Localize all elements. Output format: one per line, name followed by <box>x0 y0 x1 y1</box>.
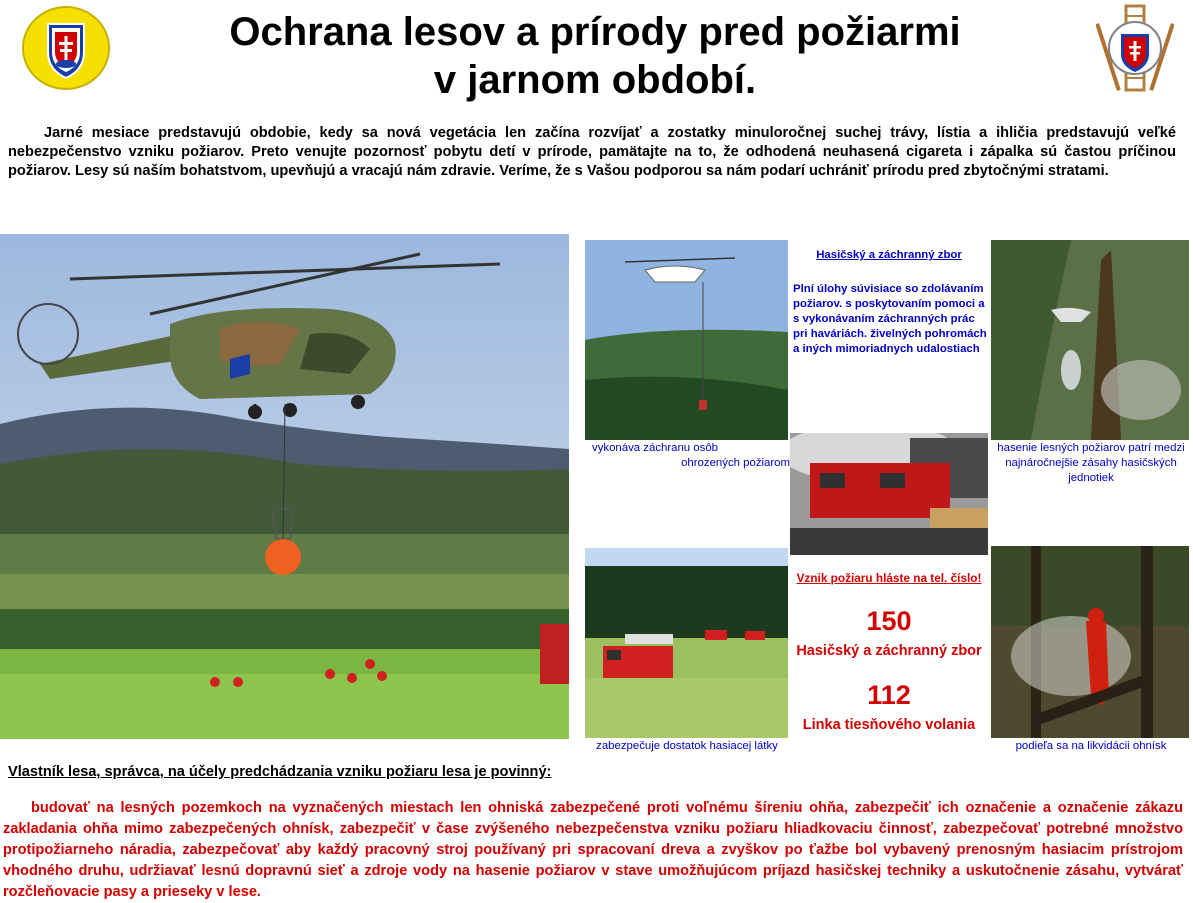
fire-trucks-at-fire-photo <box>790 433 988 555</box>
firefighter-extinguishing-photo <box>991 546 1189 738</box>
owner-duties-text: budovať na lesných pozemkoch na vyznačených miestach len ohniská zabezpečené proti voľnému šíreniu ohňa, zabezpečiť ich označenie a označenie zákazu zakladania ohňa mimo zabezpečených ohnísk, zabezpečiť v čase zvýšeného nebezpečenstva vzniku požiaru hliadkovaciu činnosť, zabezpečovať potrebné množstvo protipožiarneho náradia, zabezpečovať aby každý pracovný stroj používaný pri spracovaní dreva a zvyškov po ťažbe bol vybavený prenosným hasiacim prístrojom vhodného druhu, udržiavať lesnú dopravnú sieť a zdroje vody na hasenie požiarov v stave umožňujúcom príjazd hasičskej techniky a uskutočnenie zásahu, vytvárať rozčleňovacie pasy a prieseky v lese. <box>3 800 1183 900</box>
rescue-caption-line-2: ohrozených požiarom <box>681 457 790 469</box>
emergency-number-label: Linka tiesňového volania <box>802 717 976 733</box>
firefighter-caption: podieľa sa na likvidácii ohnísk <box>1015 740 1167 752</box>
emergency-number: 112 <box>867 680 911 710</box>
rescue-helicopter-photo <box>585 240 788 440</box>
rescue-caption-line-1: vykonáva záchranu osôb <box>592 442 719 454</box>
forest-fire-caption: hasenie lesných požiarov patrí medzi najnáročnejšie zásahy hasičských jednotiek <box>997 442 1185 484</box>
fire-rescue-association-logo <box>20 4 112 92</box>
fire-corps-number: 150 <box>866 606 912 636</box>
report-fire-heading: Vznik požiaru hláste na tel. číslo! <box>796 571 982 585</box>
water-supply-trucks-photo <box>585 548 788 738</box>
fire-corps-description: Plní úlohy súvisiace so zdolávaním požiarov. s poskytovaním pomoci a s vykonávaním záchranných prác pri haváriách. živelných pohromách a iných mimoriadnych udalostiach <box>793 283 987 355</box>
forest-fire-helicopter-photo <box>991 240 1189 440</box>
title-line-2: v jarnom období. <box>433 58 757 102</box>
title-line-1: Ochrana lesov a prírody pred požiarmi <box>229 10 961 54</box>
owner-duties-heading: Vlastník lesa, správca, na účely predchádzania vzniku požiaru lesa je povinný: <box>8 764 552 780</box>
fire-rescue-corps-logo <box>1096 2 1174 94</box>
fire-corps-heading: Hasičský a záchranný zbor <box>816 249 962 261</box>
page-title <box>150 8 1040 104</box>
helicopter-bambi-bucket-photo <box>0 234 569 739</box>
rescue-caption <box>584 441 790 471</box>
water-caption: zabezpečuje dostatok hasiacej látky <box>596 740 778 752</box>
intro-paragraph: Jarné mesiace predstavujú obdobie, kedy sa nová vegetácia len začína rozvíjať a zostatky minuloročnej suchej trávy, lístia a ihličia predstavujú veľké nebezpečenstvo vzniku požiarov. Preto venujte pozornosť pobytu detí v prírode, pamätajte na to, že odhodená neuhasená cigareta i zápalka sú častou príčinou požiarov. Lesy sú naším bohatstvom, upevňujú a vracajú nám zdravie. Veríme, že s Vašou podporou sa nám podarí uchrániť prírodu pred zbytočnými stratami. <box>8 125 1176 179</box>
fire-corps-number-label: Hasičský a záchranný zbor <box>796 643 982 659</box>
